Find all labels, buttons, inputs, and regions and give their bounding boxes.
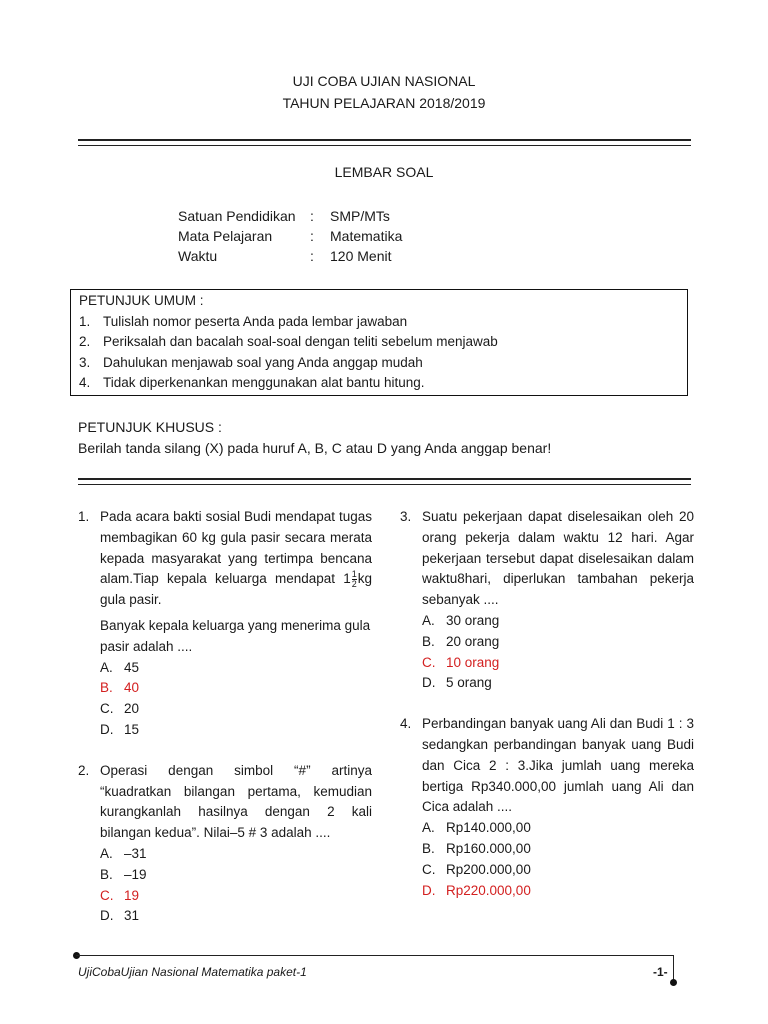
option-letter: D. xyxy=(100,721,114,737)
instruction-number: 2. xyxy=(79,334,91,349)
instruction-number: 1. xyxy=(79,313,91,329)
question-text-part: Pada acara bakti sosial Budi mendapat tugas membagikan 60 kg gula pasir secara merata kepada masyarakat yang tertimpa bencana alam.Tiap kepala keluarga mendapat 1 xyxy=(100,509,372,587)
option-letter: D. xyxy=(100,908,114,924)
instruction-item xyxy=(79,332,679,353)
question-4 xyxy=(400,714,694,901)
info-sep: : xyxy=(310,248,314,264)
instruction-item xyxy=(79,353,679,374)
instruction-item xyxy=(79,373,679,394)
fraction-denominator: 2 xyxy=(351,579,357,590)
option-value: 45 xyxy=(124,659,140,675)
option-letter: B. xyxy=(422,633,435,649)
option-value: 20 xyxy=(124,701,140,717)
sheet-title: LEMBAR SOAL xyxy=(334,164,434,180)
option-value: –31 xyxy=(124,845,147,861)
info-row xyxy=(178,226,402,246)
option-a[interactable] xyxy=(422,611,694,632)
option-c[interactable] xyxy=(100,699,372,720)
info-row xyxy=(178,246,402,266)
instruction-text: Tidak diperkenankan menggunakan alat bantu hitung. xyxy=(103,375,425,390)
option-value: Rp220.000,00 xyxy=(446,882,531,898)
exam-title: UJI COBA UJIAN NASIONAL xyxy=(292,73,476,89)
fraction-numerator: 1 xyxy=(351,569,357,580)
fraction xyxy=(352,570,357,589)
option-letter: B. xyxy=(100,680,113,696)
question-text: Operasi dengan simbol “#” artinya “kuadratkan bilangan pertama, kemudian kurangkanlah hasilnya dengan 2 kali bilangan kedua”. Nilai–5 # 3 adalah .... xyxy=(100,762,372,841)
info-sep: : xyxy=(310,208,314,224)
question-number: 2. xyxy=(78,762,90,778)
question-text: Suatu pekerjaan dapat diselesaikan oleh 20 orang pekerja dalam waktu 12 hari. Agar pekerjaan tersebut dapat diselesaikan dalam waktu8hari, diperlukan tambahan pekerja sebanyak .... xyxy=(422,509,694,608)
option-letter: B. xyxy=(100,866,113,882)
option-value: Rp160.000,00 xyxy=(446,840,531,856)
exam-info xyxy=(178,206,402,266)
academic-year: TAHUN PELAJARAN 2018/2019 xyxy=(282,95,486,111)
option-letter: D. xyxy=(422,675,436,691)
option-c-answer[interactable] xyxy=(100,886,372,907)
question-1 xyxy=(78,507,372,741)
instruction-number: 4. xyxy=(79,375,91,390)
instruction-item xyxy=(79,312,679,333)
general-instructions-title: PETUNJUK UMUM : xyxy=(79,293,204,308)
divider-top xyxy=(78,139,691,146)
option-value: 40 xyxy=(124,680,140,696)
question-number: 1. xyxy=(78,509,90,524)
option-letter: D. xyxy=(422,882,436,898)
instruction-text: Dahulukan menjawab soal yang Anda anggap mudah xyxy=(103,354,423,370)
option-d[interactable] xyxy=(422,673,694,694)
option-value: 10 orang xyxy=(446,654,500,670)
divider-mid xyxy=(78,478,691,485)
question-number: 4. xyxy=(400,716,412,732)
option-value: 19 xyxy=(124,887,140,903)
footer-rule-vertical xyxy=(673,955,674,982)
general-instructions-box xyxy=(70,289,688,396)
specific-instructions-text: Berilah tanda silang (X) pada huruf A, B, C atau D yang Anda anggap benar! xyxy=(78,440,552,456)
option-b-answer[interactable] xyxy=(100,678,372,699)
footer-rule xyxy=(76,955,673,956)
info-value: SMP/MTs xyxy=(330,208,390,224)
question-text: Perbandingan banyak uang Ali dan Budi 1 : 3 sedangkan perbandingan banyak uang Budi dan Cica 2 : 3.Jika jumlah uang mereka bertiga Rp340.000,00 jumlah uang Ali dan Cica adalah .... xyxy=(422,716,694,815)
option-value: 31 xyxy=(124,908,140,924)
option-c[interactable] xyxy=(422,860,694,881)
page-number: -1- xyxy=(653,965,668,979)
specific-instructions xyxy=(78,417,551,459)
option-a[interactable] xyxy=(100,658,372,679)
option-value: Rp140.000,00 xyxy=(446,820,531,836)
option-letter: B. xyxy=(422,840,435,856)
option-c-answer[interactable] xyxy=(422,653,694,674)
option-letter: C. xyxy=(422,861,436,877)
option-letter: C. xyxy=(422,654,436,670)
option-d[interactable] xyxy=(100,906,372,927)
instruction-number: 3. xyxy=(79,354,91,370)
instruction-text: Tulislah nomor peserta Anda pada lembar jawaban xyxy=(103,313,408,329)
option-a[interactable] xyxy=(422,818,694,839)
option-value: 15 xyxy=(124,721,140,737)
info-sep: : xyxy=(310,228,314,244)
question-column-left xyxy=(78,507,372,927)
info-row xyxy=(178,206,402,226)
option-letter: C. xyxy=(100,887,114,903)
question-number: 3. xyxy=(400,509,412,524)
question-text xyxy=(100,507,372,611)
info-value: 120 Menit xyxy=(330,248,392,264)
option-b[interactable] xyxy=(422,632,694,653)
question-text-part: kg gula pasir. xyxy=(100,571,372,608)
question-2 xyxy=(78,761,372,927)
question-3 xyxy=(400,507,694,694)
footer-dot-right xyxy=(670,979,677,986)
option-letter: A. xyxy=(100,845,113,861)
option-value: 20 orang xyxy=(446,633,500,649)
option-letter: A. xyxy=(422,820,435,836)
option-b[interactable] xyxy=(100,865,372,886)
option-d[interactable] xyxy=(100,720,372,741)
option-letter: A. xyxy=(422,612,435,628)
info-label: Mata Pelajaran xyxy=(178,228,273,244)
info-value: Matematika xyxy=(330,228,403,244)
question-column-right xyxy=(400,507,694,901)
info-label: Satuan Pendidikan xyxy=(178,208,296,224)
option-letter: A. xyxy=(100,659,113,675)
footer-caption: UjiCobaUjian Nasional Matematika paket-1 xyxy=(78,965,307,979)
instruction-text: Periksalah dan bacalah soal-soal dengan teliti sebelum menjawab xyxy=(103,334,498,349)
option-letter: C. xyxy=(100,701,114,717)
option-b[interactable] xyxy=(422,839,694,860)
option-value: Rp200.000,00 xyxy=(446,861,531,877)
option-d-answer[interactable] xyxy=(422,881,694,902)
option-value: 5 orang xyxy=(446,675,492,691)
specific-instructions-title: PETUNJUK KHUSUS : xyxy=(78,419,222,435)
option-value: 30 orang xyxy=(446,612,500,628)
question-prompt: Banyak kepala keluarga yang menerima gula pasir adalah .... xyxy=(100,617,371,654)
option-a[interactable] xyxy=(100,844,372,865)
option-value: –19 xyxy=(124,866,147,882)
info-label: Waktu xyxy=(178,248,218,264)
